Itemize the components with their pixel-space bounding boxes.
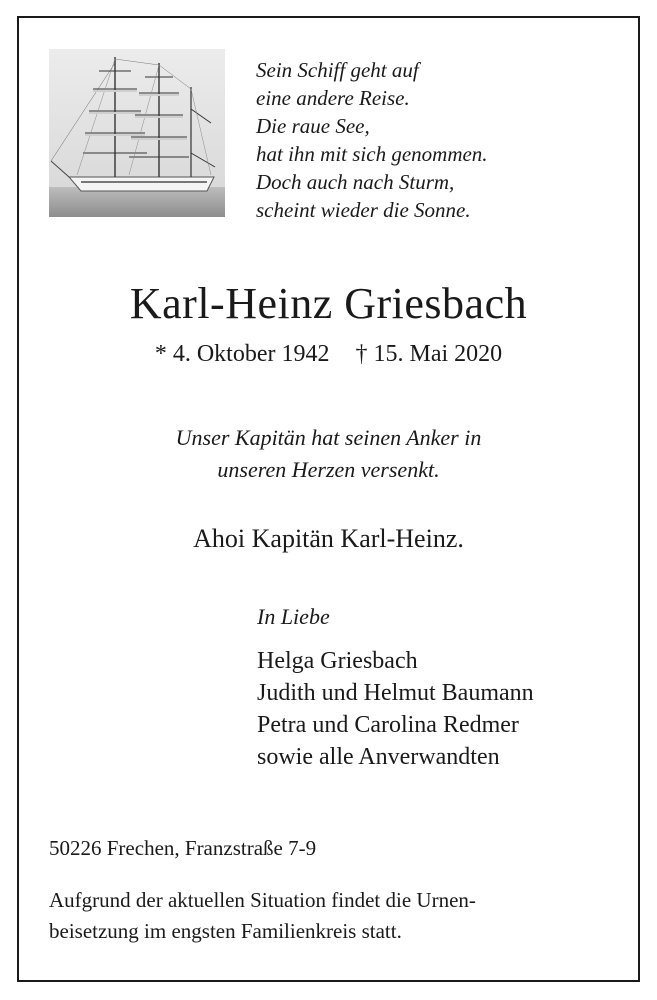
mourners-list — [257, 645, 534, 773]
life-dates — [0, 338, 657, 370]
poem-line: Die raue See, — [256, 114, 370, 138]
farewell-line: Ahoi Kapitän Karl-Heinz. — [193, 524, 464, 553]
burial-notice — [49, 885, 619, 947]
poem-line: eine andere Reise. — [256, 86, 410, 110]
mourner-name: Helga Griesbach — [257, 648, 418, 674]
poem-line: scheint wieder die Sonne. — [256, 198, 471, 222]
notice-line: Aufgrund der aktuellen Situation findet die Urnen- — [49, 888, 476, 912]
death-date: † 15. Mai 2020 — [355, 341, 503, 367]
deceased-name: Karl-Heinz Griesbach — [129, 279, 528, 328]
poem-line: Sein Schiff geht auf — [256, 58, 419, 82]
mourner-name: Judith und Helmut Baumann — [257, 680, 534, 706]
mourner-name: Petra und Carolina Redmer — [257, 712, 519, 738]
signoff: In Liebe — [257, 604, 330, 629]
birth-date: * 4. Oktober 1942 — [154, 341, 330, 367]
motto — [0, 422, 657, 486]
address: 50226 Frechen, Franzstraße 7-9 — [49, 836, 317, 860]
poem-line: hat ihn mit sich genommen. — [256, 142, 488, 166]
motto-line: Unser Kapitän hat seinen Anker in — [175, 425, 482, 450]
poem — [256, 56, 616, 224]
notice-line: beisetzung im engsten Familienkreis statt. — [49, 919, 402, 943]
tall-ship-photo-icon — [49, 49, 225, 217]
poem-line: Doch auch nach Sturm, — [256, 170, 455, 194]
motto-line: unseren Herzen versenkt. — [217, 457, 440, 482]
mourner-name: sowie alle Anverwandten — [257, 744, 500, 770]
